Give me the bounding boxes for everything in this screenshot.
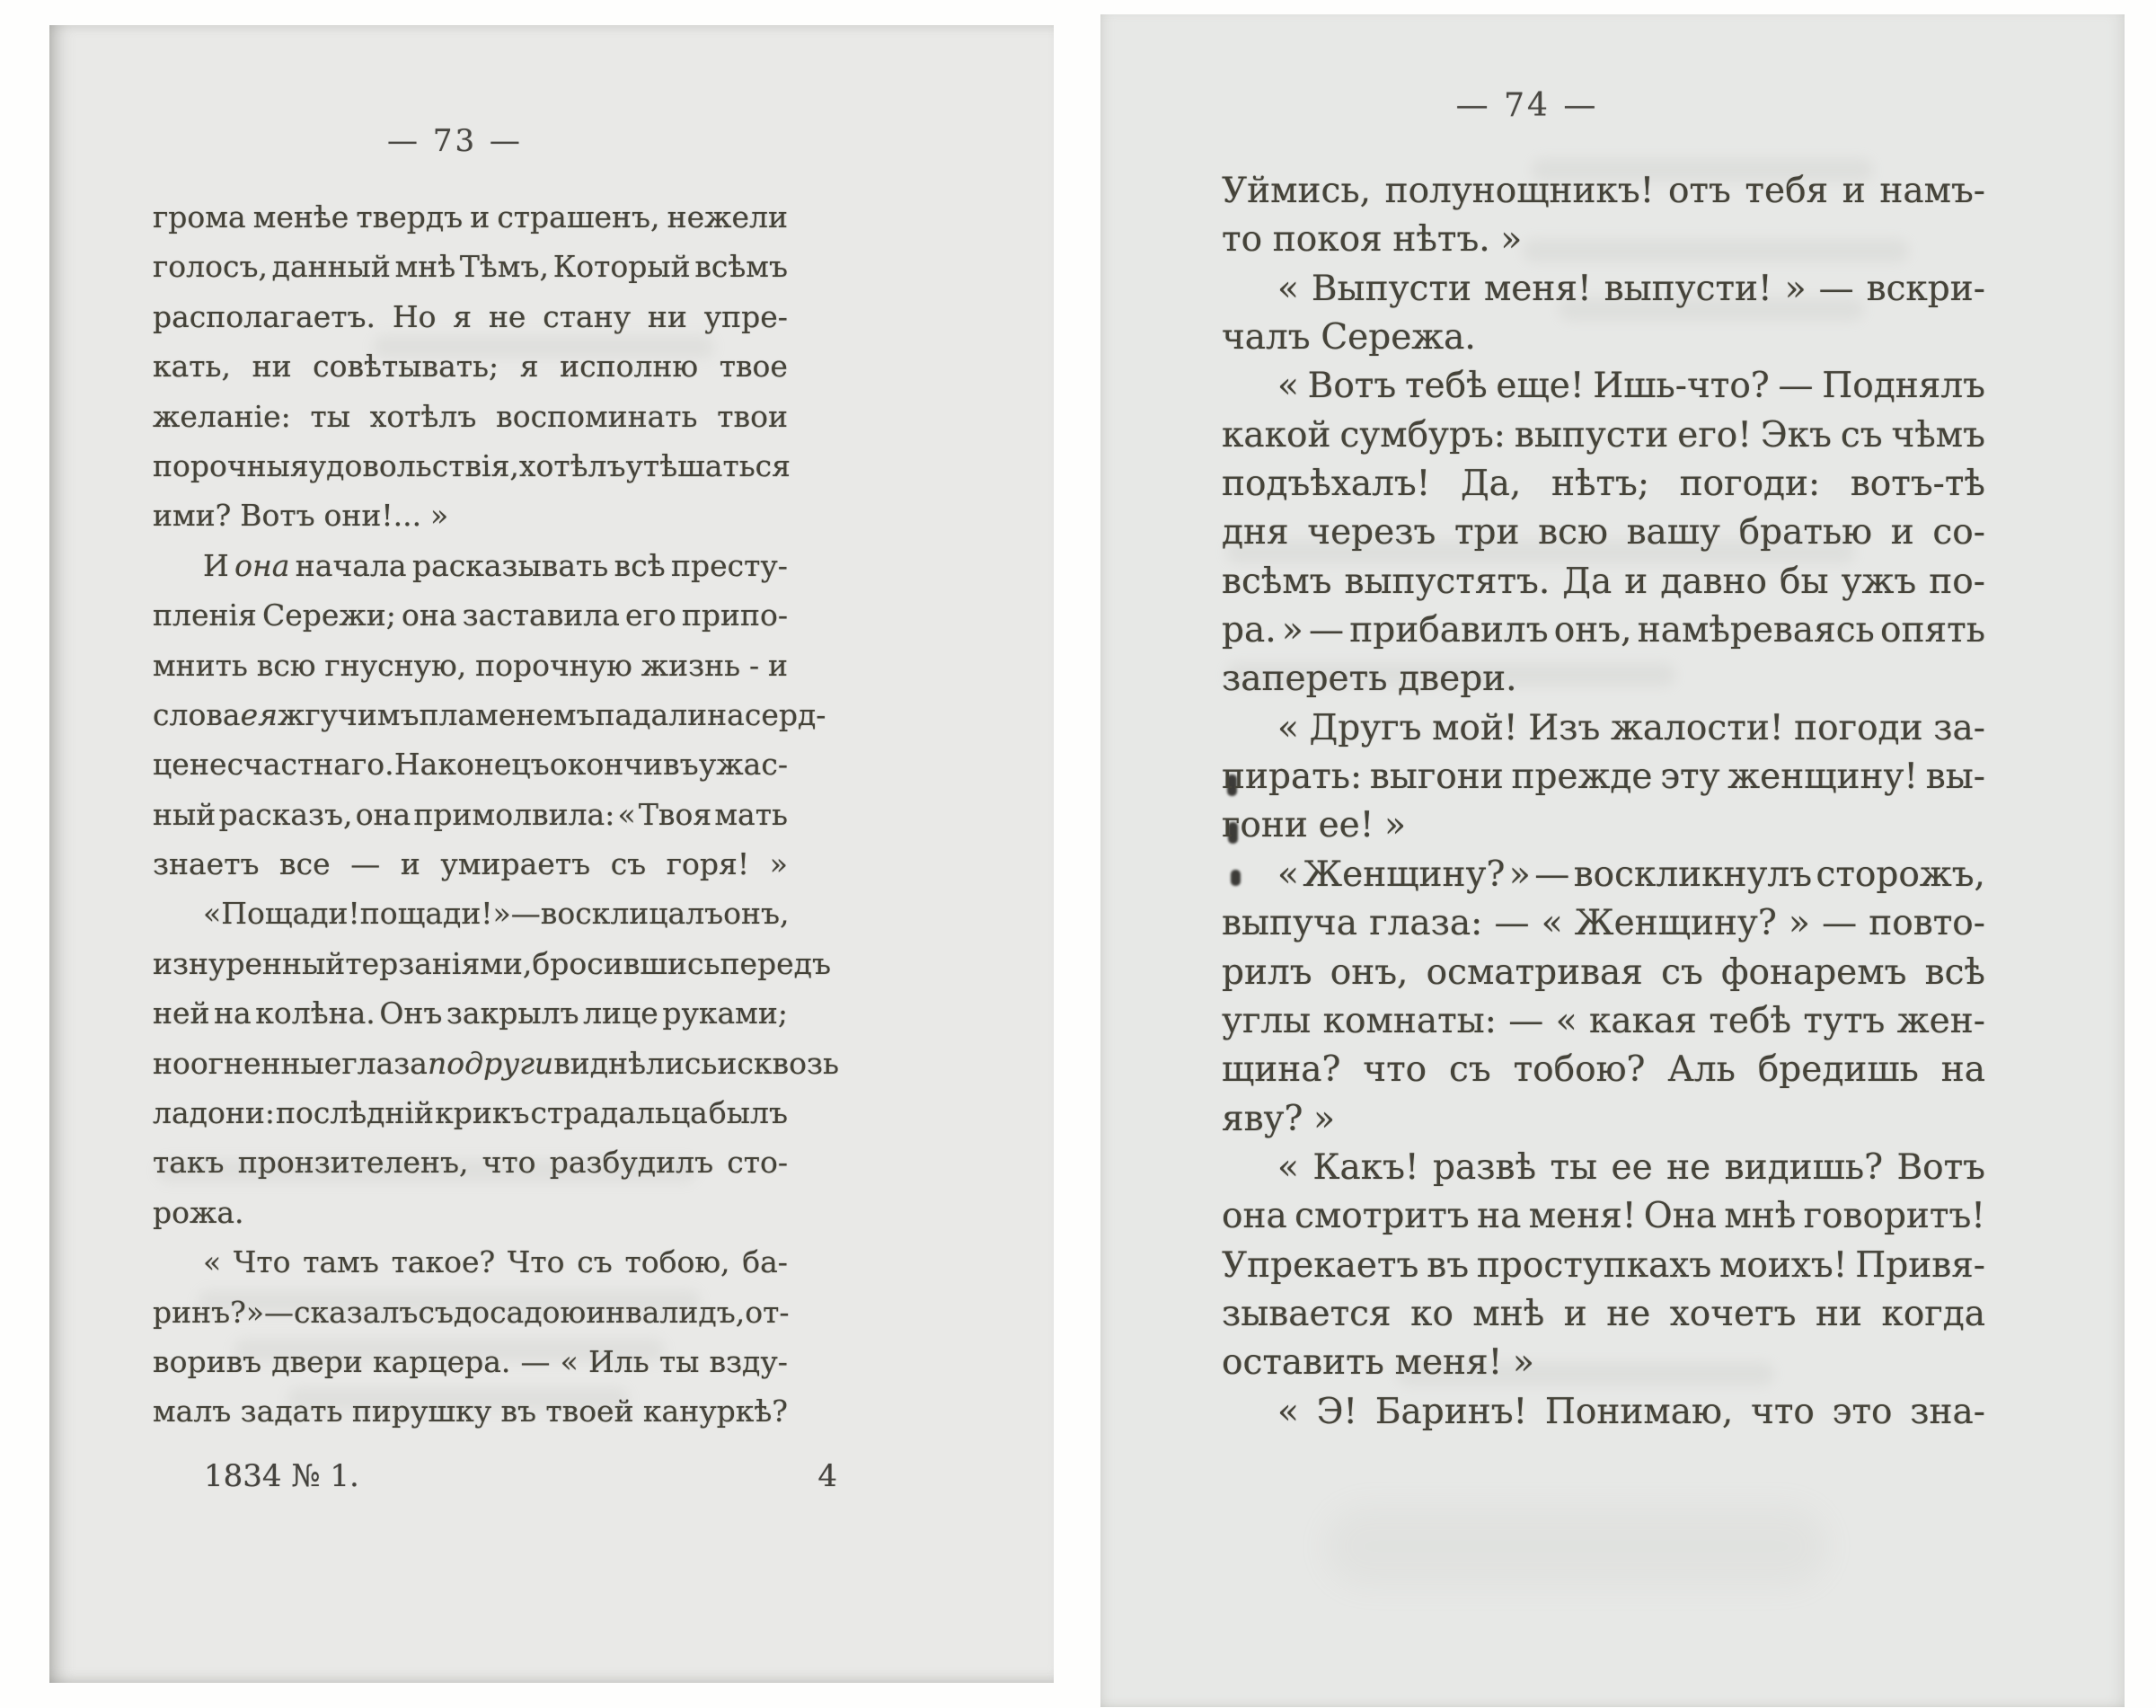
- text-line: « Какъ! развѣ ты ее не видишь? Вотъ: [1277, 1146, 1985, 1188]
- text-line: « Другъ мой! Изъ жалости! погоди за-: [1277, 707, 1985, 748]
- text-line: Уймись, полунощникъ! отъ тебя и намъ-: [1222, 171, 1985, 211]
- signature-mark: 4: [817, 1458, 837, 1494]
- text-line: всѣмъ выпустятъ. Да и давно бы ужъ по-: [1222, 561, 1985, 602]
- text-line: гони ее! »: [1222, 805, 1406, 846]
- text-line: ра. » — прибавилъ онъ, намѣреваясь опять: [1222, 610, 1985, 651]
- text-line: такъ пронзителенъ, что разбудилъ сто-: [153, 1145, 788, 1181]
- page-74-text-block: [1222, 171, 1985, 1440]
- text-line: оставить меня! »: [1222, 1342, 1534, 1384]
- text-line: « Пощади! пощади! » — восклицалъ онъ,: [203, 896, 790, 932]
- text-line: пирать: выгони прежде эту женщину! вы-: [1222, 757, 1985, 798]
- text-line: мнить всю гнусную, порочную жизнь - и: [153, 647, 788, 683]
- text-line: углы комнаты: — « какая тебѣ тутъ жен-: [1222, 1000, 1985, 1041]
- text-line: Упрекаетъ въ проступкахъ моихъ! Привя-: [1222, 1244, 1985, 1286]
- text-line: воривъ двери карцера. — « Иль ты взду-: [153, 1343, 788, 1379]
- text-line: порочныя удовольствія, хотѣлъ утѣшаться: [153, 447, 791, 483]
- text-line: ный расказъ, она примолвила: « Твоя мать: [153, 796, 788, 832]
- text-line: запереть двери.: [1222, 659, 1517, 700]
- text-line: подъѣхалъ! Да, нѣтъ; погоди: вотъ-тѣ: [1222, 464, 1985, 505]
- text-line: изнуренный терзаніями, бросившись передъ: [153, 945, 831, 981]
- text-line: яву? »: [1222, 1098, 1335, 1139]
- text-line: зывается ко мнѣ и не хочетъ ни когда: [1222, 1293, 1985, 1334]
- text-line: ими? Вотъ они!... »: [153, 498, 449, 534]
- page-73: [49, 25, 1054, 1683]
- bleedthrough-smudge: [1325, 1506, 1828, 1587]
- text-line: « Что тамъ такое? Что съ тобою, ба-: [203, 1244, 788, 1280]
- text-line: пленія Сережи; она заставила его припо-: [153, 597, 788, 633]
- text-line: кать, ни совѣтывать; я исполню твое: [153, 349, 788, 385]
- text-line: чалъ Сережа.: [1222, 317, 1476, 358]
- text-line: « Выпусти меня! выпусти! » — вскри-: [1277, 268, 1985, 309]
- imprint-year-issue: 1834 № 1.: [204, 1458, 359, 1494]
- text-line: желаніе: ты хотѣлъ воспоминать твои: [153, 398, 788, 434]
- text-line: выпуча глаза: — « Женщину? » — повто-: [1222, 903, 1985, 944]
- text-line: И она начала расказывать всѣ престу-: [203, 547, 788, 583]
- page-73-text-block: [153, 199, 839, 1444]
- page-number-header-73: — 73 —: [387, 123, 523, 159]
- text-line: знаетъ все — и умираетъ съ горя! »: [153, 846, 788, 882]
- text-line: дня черезъ три всю вашу братью и со-: [1222, 512, 1985, 553]
- page-74: [1100, 14, 2125, 1707]
- text-line: но огненные глаза подруги виднѣлись и сквозь: [153, 1045, 839, 1081]
- text-line: ладони: послѣдній крикъ страдальца былъ: [153, 1095, 788, 1131]
- page-73-footer: [153, 1456, 837, 1496]
- page-number-header-74: — 74 —: [1455, 87, 1599, 124]
- text-line: голосъ, данный мнѣ Тѣмъ, Который всѣмъ: [153, 249, 788, 285]
- text-line: « Э! Баринъ! Понимаю, что это зна-: [1277, 1391, 1985, 1432]
- text-line: располагаетъ. Но я не стану ни упре-: [153, 298, 788, 334]
- text-line: она смотритъ на меня! Она мнѣ говоритъ!: [1222, 1196, 1985, 1237]
- text-line: слова ея жгучимъ пламенемъ падали на серд-: [153, 696, 826, 732]
- text-line: щина? что съ тобою? Аль бредишь на: [1222, 1049, 1985, 1091]
- text-line: какой сумбуръ: выпусти его! Экъ съ чѣмъ: [1222, 414, 1985, 456]
- text-line: ринъ? » — сказалъ съ досадою инвалидъ, от-: [153, 1294, 790, 1330]
- text-line: рилъ онъ, осматривая съ фонаремъ всѣ: [1222, 951, 1985, 993]
- text-line: ней на колѣна. Онъ закрылъ лице руками;: [153, 996, 788, 1031]
- text-line: « Вотъ тебѣ еще! Ишь-что? — Поднялъ: [1277, 366, 1985, 407]
- text-line: то покоя нѣтъ. »: [1222, 219, 1523, 261]
- text-line: грома менѣе твердъ и страшенъ, нежели: [153, 199, 788, 235]
- text-line: рожа.: [153, 1194, 244, 1230]
- text-line: це несчастнаго. Наконецъ окончивъ ужас-: [153, 747, 788, 783]
- text-line: « Женщину? » — воскликнулъ сторожъ,: [1277, 854, 1985, 895]
- text-line: малъ задать пирушку въ твоей кануркѣ?: [153, 1394, 788, 1429]
